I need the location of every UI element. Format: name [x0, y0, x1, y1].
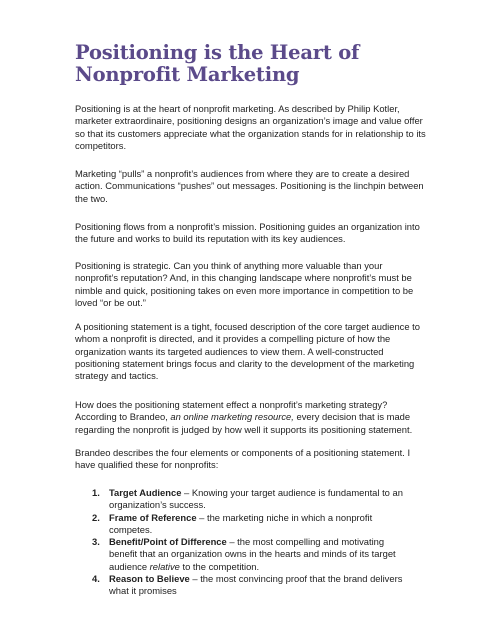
page-title-line-1: Positioning is the Heart of	[75, 41, 360, 64]
paragraph-mission	[75, 221, 420, 246]
text-line: Positioning flows from a nonprofit’s mission. Positioning guides an organization into	[75, 221, 420, 232]
text-segment: to the competition.	[179, 560, 260, 572]
text-line: loved “or be out.”	[75, 296, 146, 308]
text-line	[109, 487, 422, 499]
text-segment: According to Brandeo,	[75, 411, 171, 423]
list-number: 3.	[92, 536, 100, 548]
text-line: strategy and tactics.	[75, 370, 159, 382]
paragraph-pulls-pushes	[75, 168, 424, 205]
emphasis-text: relative	[149, 560, 180, 572]
list-term: Reason to Believe	[109, 573, 190, 585]
emphasis-text: an online marketing resource,	[170, 411, 294, 423]
text-line: Positioning is at the heart of nonprofit marketing. As described by Philip Kotler,	[75, 103, 400, 114]
list-item	[92, 512, 422, 537]
text-line: competitors.	[75, 139, 127, 151]
text-segment: – the marketing niche in which a nonprofit	[196, 511, 373, 523]
paragraph-four-elements	[75, 447, 420, 472]
text-segment: – Knowing your target audience is fundamental to an	[181, 487, 403, 498]
list-item	[92, 536, 422, 573]
list-term: Benefit/Point of Difference	[109, 536, 227, 548]
paragraph-strategic	[75, 260, 420, 309]
text-line: nonprofit’s reputation? And, in this changing landscape where nonprofit’s must be	[75, 272, 412, 284]
text-line: what it promises	[109, 585, 177, 597]
text-segment: – the most compelling and motivating	[226, 536, 385, 548]
text-line	[109, 573, 422, 585]
text-line	[75, 411, 420, 423]
list-term: Target Audience	[109, 487, 182, 498]
text-line: Brandeo describes the four elements or components of a positioning statement. I	[75, 447, 411, 458]
text-line: marketer extraordinaire, positioning designs an organization’s image and value offer	[75, 115, 423, 127]
text-line: Marketing “pulls” a nonprofit’s audiences from where they are to create a desired	[75, 168, 410, 179]
text-line: nimble and quick, positioning takes on even more importance in competition to be	[75, 284, 414, 296]
text-line: the two.	[75, 192, 108, 204]
text-line	[109, 561, 422, 573]
list-number: 2.	[92, 511, 100, 523]
text-segment: every decision that is made	[293, 411, 411, 423]
page-title	[75, 42, 435, 86]
text-line: benefit that an organization owns in the hearts and minds of its target	[109, 548, 396, 560]
text-line	[109, 512, 422, 524]
paragraph-positioning-statement	[75, 321, 420, 382]
list-item	[92, 573, 422, 598]
text-line: regarding the nonprofit is judged by how well it supports its positioning statement.	[75, 423, 413, 435]
text-line: the future and works to build its reputation with its key audiences.	[75, 233, 346, 245]
text-line	[109, 536, 422, 548]
list-number: 4.	[92, 573, 100, 585]
text-line: action. Communications “pushes” out messages. Positioning is the linchpin between	[75, 180, 424, 192]
text-segment: audience	[109, 560, 150, 572]
list-term: Frame of Reference	[109, 511, 197, 523]
list-number: 1.	[92, 487, 100, 498]
page-title-line-2: Nonprofit Marketing	[75, 63, 300, 86]
paragraph-kotler	[75, 103, 426, 152]
text-line: whom a nonprofit is directed, and it provides a compelling picture of how the	[75, 333, 391, 345]
text-line: competes.	[109, 523, 153, 535]
positioning-elements-list	[92, 487, 422, 598]
text-segment: – the most convincing proof that the brand delivers	[189, 573, 403, 585]
text-line: so that its customers appreciate what the organization stands for in relationship to its	[75, 127, 426, 139]
list-item	[92, 487, 422, 512]
text-line: A positioning statement is a tight, focused description of the core target audience to	[75, 321, 421, 332]
text-line: have qualified these for nonprofits:	[75, 459, 219, 471]
text-line: positioning statement brings focus and clarity to the development of the marketing	[75, 357, 415, 369]
text-line: How does the positioning statement effect a nonprofit’s marketing strategy?	[75, 399, 388, 410]
text-line: organization’s success.	[109, 499, 206, 511]
paragraph-brandeo-strategy	[75, 399, 420, 436]
text-line: organization wants its targeted audiences to view them. A well-constructed	[75, 345, 384, 357]
text-line: Positioning is strategic. Can you think of anything more valuable than your	[75, 260, 383, 271]
